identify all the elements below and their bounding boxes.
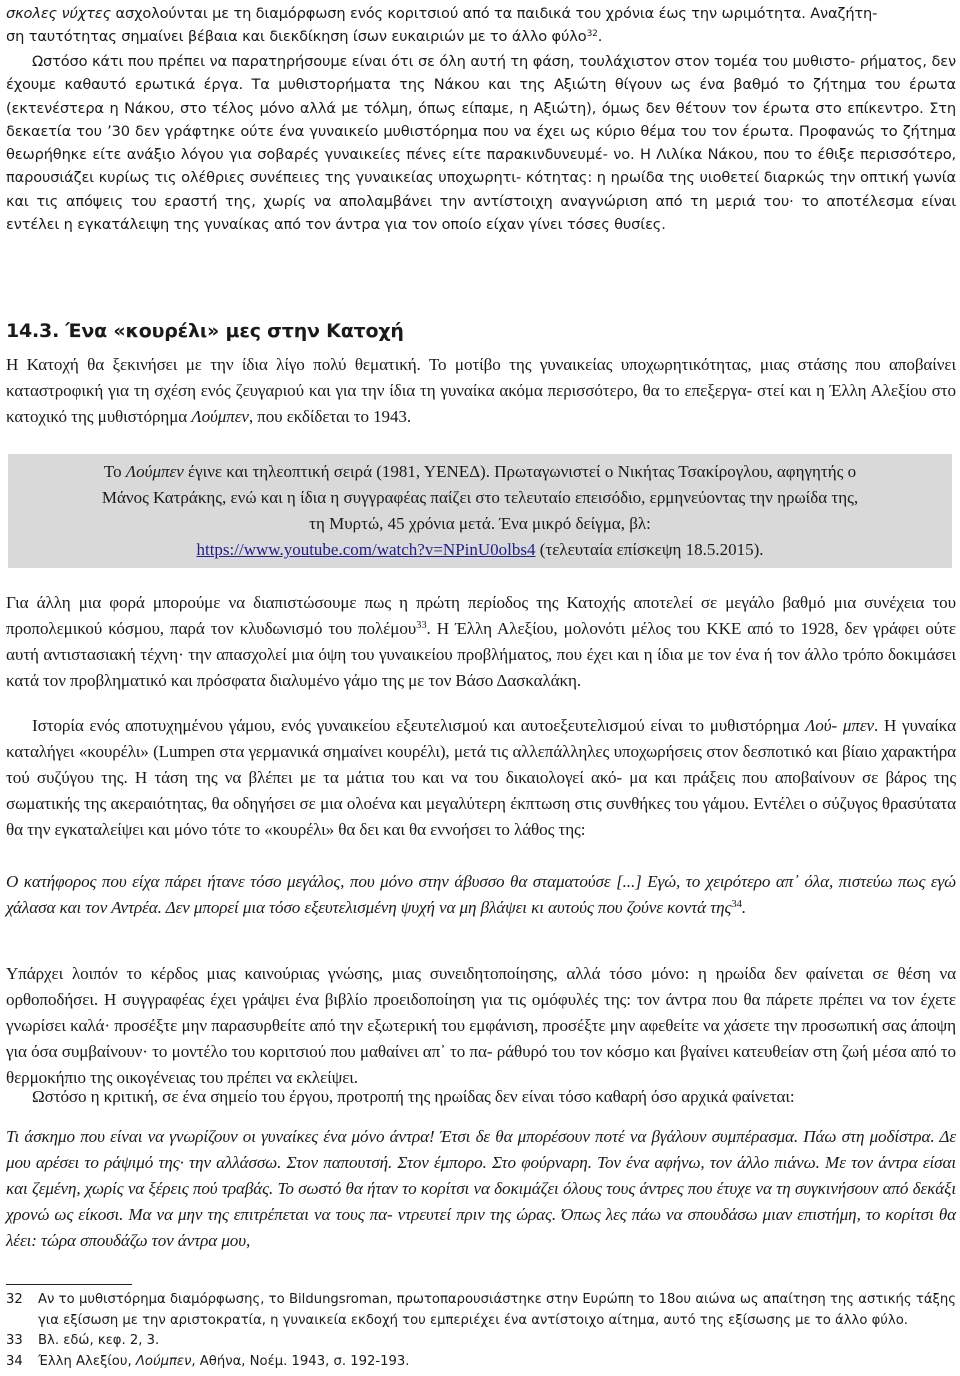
footnote-number: 34 [6,1353,23,1369]
callout-line-3: τη Μυρτώ, 45 χρόνια μετά. Ένα μικρό δείγμα, βλ: [309,514,651,533]
section-heading: 14.3. Ένα «κουρέλι» μες στην Κατοχή [6,320,404,342]
footnote-ref-34[interactable]: 34 [731,899,742,911]
callout-visit-date: (τελευταία επίσκεψη 18.5.2015). [535,540,764,559]
paragraph-text-2: . Η Έλλη Αλεξίου, μολονότι μέλος του ΚΚΕ από το 1928, δεν γράφει ούτε αυτή αντιστασιακή τέχνη· την απασχολεί μια όψη του γυναικείου προβλήματος, που έχει και η ίδια με τον ένα ή τον άλλο τρόπο δοκιμάσει κατά τον προβληματικό και πρόσφατα διαλυμένο γάμο της με τον Βάσο Δασκαλάκη. [6,619,956,690]
paragraph-text: Ωστόσο η κριτική, σε ένα σημείο του έργου, προτροπή της ηρωίδας δεν είναι τόσο καθαρή όσο αρχικά φαίνεται: [32,1087,795,1106]
info-box [8,454,952,568]
paragraph-kritiki [6,1084,956,1110]
footnote-34 [6,1352,956,1373]
paragraph-istoria [6,713,956,843]
intro-text-2: ση ταυτότητας σημαίνει βέβαια και διεκδίκηση ίσων ευκαιριών με το άλλο φύλο [6,28,587,46]
quote-block-1 [6,869,956,921]
paragraph-kerdos [6,961,956,1091]
book-title: Λού- μπεν [805,716,874,735]
footnote-text: Βλ. εδώ, κεφ. 2, 3. [38,1333,160,1348]
footnote-number: 32 [6,1292,23,1307]
footnote-33 [6,1331,956,1352]
footnote-text-a: Έλλη Αλεξίου, [38,1353,136,1369]
intro-paragraph [6,2,956,49]
callout-text-2: έγινε και τηλεοπτική σειρά (1981, ΥΕΝΕΔ). Πρωταγωνιστεί ο Νικήτας Τσακίρογλου, αφηγητής ο [183,462,857,481]
punct: . [597,28,603,46]
callout-book-title: Λούμπεν [125,462,184,481]
paragraph-erotika-erga [6,50,956,236]
footnotes [6,1290,956,1372]
punct: . [741,898,746,917]
footnote-book-title: Λούμπεν [135,1353,192,1369]
youtube-link[interactable]: https://www.youtube.com/watch?v=NPinU0olbs4 [196,540,536,559]
quote-text: Τι άσκημο που είναι να γνωρίζουν οι γυναίκες ένα μόνο άντρα! Έτσι δε θα μπορέσουν ποτέ να βγάλουν συμπέρασμα. Πάω στη μοδίστρα. Δε μου αρέσει το ράψιμό της· την αλλάσσω. Στον παπουτσή. Στον έμπορο. Στο φούρναρη. Τον ένα αφήνω, τον άλλο πιάνω. Με τον άντρα είσαι και ζεμένη, χωρίς να ξέρεις πού τραβάς. Το σωστό θα ήταν το κορίτσι να δοκιμάζει όλους τους άντρες που έτυχε να τη συγκινήσουν από δεκάξι χρονώ ως είκοσι. Μα να μην της επιτρέπεται να τους πα- ντρευτεί πριν της ώρας. Όπως λες πάω να σπουδάσω μιαν επιστήμη, το κορίτσι θα λέει: τώρα σπουδάζω τον άντρα μου, [6,1127,956,1250]
book-title: Λούμπεν [191,407,249,426]
callout-line-2: Μάνος Κατράκης, ενώ και η ίδια η συγγραφέας παίζει στο τελευταίο επεισόδιο, ερμηνεύοντας την ηρωίδα της, [101,488,859,507]
footnote-text-b: , Αθήνα, Νοέμ. 1943, σ. 192-193. [191,1353,410,1369]
footnote-32 [6,1290,956,1331]
paragraph-text: Ιστορία ενός αποτυχημένου γάμου, ενός γυναικείου εξευτελισμού και αυτοεξευτελισμού είναι το μυθιστόρημα [32,716,806,735]
paragraph-synexeia [6,590,956,694]
intro-italic-title: σκολες νύχτες [6,5,112,22]
paragraph-text-end: , που εκδίδεται το 1943. [248,407,412,426]
footnote-text: Αν το μυθιστόρημα διαμόρφωσης, το Bildungsroman, πρωτοπαρουσιάστηκε στην Ευρώπη το 18ου αιώνα ως απαίτηση της αστικής τάξης για εξίσωση με την αριστοκρατία, η γυναικεία εκδοχή του εμπεριέχει ένα αντίστοιχο αίτημα, αυτό της εξίσωσης με το άλλο φύλο. [38,1292,956,1328]
footnote-text [38,1352,956,1373]
callout-text: Το [103,462,126,481]
footnote-ref-33[interactable]: 33 [416,620,427,632]
footnote-ref-32[interactable]: 32 [586,29,598,40]
paragraph-text: Για άλλη μια φορά μπορούμε να διαπιστώσουμε πως η πρώτη περίοδος της Κατοχής αποτελεί σε μεγάλο βαθμό μια συνέχεια του προπολεμικού κόσμου, παρά τον κλυδωνισμό του πολέμου [6,593,956,638]
paragraph-text-2: . Η γυναίκα καταλήγει «κουρέλι» (Lumpen στα γερμανικά σημαίνει κουρέλι), μετά τις αλλεπάλληλες υποχωρήσεις στον δεσποτικό και βίαιο χαρακτήρα τού συζύγου της. Η τάση της να βλέπει με τα μάτια του και να του δικαιολογεί ακό- μα και πράξεις που αποβαίνουν σε βάρος της σωματικής της ακεραιότητας, θα οδηγήσει σε μια ολοένα και μεγαλύτερη έκπτωση στις συνθήκες του γάμου. Εντέλει ο σύζυγος θρασύτατα θα την εγκαταλείψει και μόνο τότε το «κουρέλι» θα δει και θα εννοήσει το λάθος της: [6,716,957,839]
footnote-divider [6,1284,132,1285]
paragraph-katoxi [6,352,956,430]
quote-block-2 [6,1124,956,1254]
paragraph-text: Ωστόσο κάτι που πρέπει να παρατηρήσουμε είναι ότι σε όλη αυτή τη φάση, τουλάχιστον στον τομέα του μυθιστο- ρήματος, δεν έχουμε καθαυτό ερωτικά έργα. Τα μυθιστορήματα της Νάκου και της Αξιώτη θίγουν ως ένα βαθμό το ζήτημα του έρωτα (εκτενέστερα η Νάκου, στο τέλος μόνο αλλά με τόλμη, όπως είπαμε, η Αξιώτη), όμως δεν θέτουν τον έρωτα στο επίκεντρο. Στη δεκαετία του ’30 δεν γράφτηκε ούτε ένα γυναικείο μυθιστόρημα που να έχει ως κύριο θέμα του τον έρωτα. Προφανώς το ζήτημα θεωρήθηκε είτε ανάξιο λόγου για σοβαρές γυναικείες πένες είτε παρακινδυνευμέ- νο. Η Λιλίκα Νάκου, που το έθιξε περισσότερο, παρουσιάζει κυρίως τις ολέθριες συνέπειες της γυναικείας υποχωρητι- κότητας: η ηρωίδα της υιοθετεί διαρκώς την οπτική γωνία και τις απόψεις του εραστή της, χωρίς να απολαμβάνει την αντίστοιχη αναγνώριση από τη μεριά του· το αποτέλεσμα είναι εντέλει η εγκατάλειψη της γυναίκας από τον άντρα για τον οποίο είχαν γίνει τόσες θυσίες. [6,53,956,234]
paragraph-text: Υπάρχει λοιπόν το κέρδος μιας καινούριας γνώσης, μιας συνειδητοποίησης, αλλά τόσο μόνο: η ηρωίδα δεν φαίνεται σε θέση να ορθοποδήσει. Η συγγραφέας έχει γράψει ένα βιβλίο προειδοποίηση για τις ομόφυλές της: τον άντρα που θα πάρετε πρέπει να τον έχετε γνωρίσει καλά· προσέξτε μην παρασυρθείτε από την εξωτερική του εμφάνιση, προσέξτε μην αφεθείτε να χάσετε την προσωπική σας άποψη για όσα συμβαίνουν· το μοντέλο του κοριτσιού που μαθαίνει απ᾽ το πα- ράθυρό του τον κόσμο και βγαίνει κατευθείαν στη ζωή μέσα από το θερμοκήπιο της οικογένειας του πρέπει να εκλείψει. [6,964,956,1087]
quote-text: Ο κατήφορος που είχα πάρει ήτανε τόσο μεγάλος, που μόνο στην άβυσσο θα σταματούσε [...] Εγώ, το χειρότερο απ᾽ όλα, πιστεύω πως εγώ χάλασα και τον Αντρέα. Δεν μπορεί μια τόσο εξευτελισμένη ψυχή να μη βλάψει κι αυτούς που ζούνε κοντά της [6,872,956,917]
intro-text: ασχολούνται με τη διαμόρφωση ενός κοριτσιού από τα παιδικά του χρόνια έως την ωριμότητα. Αναζήτη- [111,5,878,22]
footnote-number: 33 [6,1333,23,1348]
paragraph-text: Η Κατοχή θα ξεκινήσει με την ίδια λίγο πολύ θεματική. Το μοτίβο της γυναικείας υποχωρητικότητας, μιας στάσης που αποβαίνει καταστροφική για τη σχέση ενός ζευγαριού και για την ίδια τη γυναίκα ακόμα περισσότερο, θα το επεξεργα- στεί και η Έλλη Αλεξίου στο κατοχικό της μυθιστόρημα [6,355,956,426]
